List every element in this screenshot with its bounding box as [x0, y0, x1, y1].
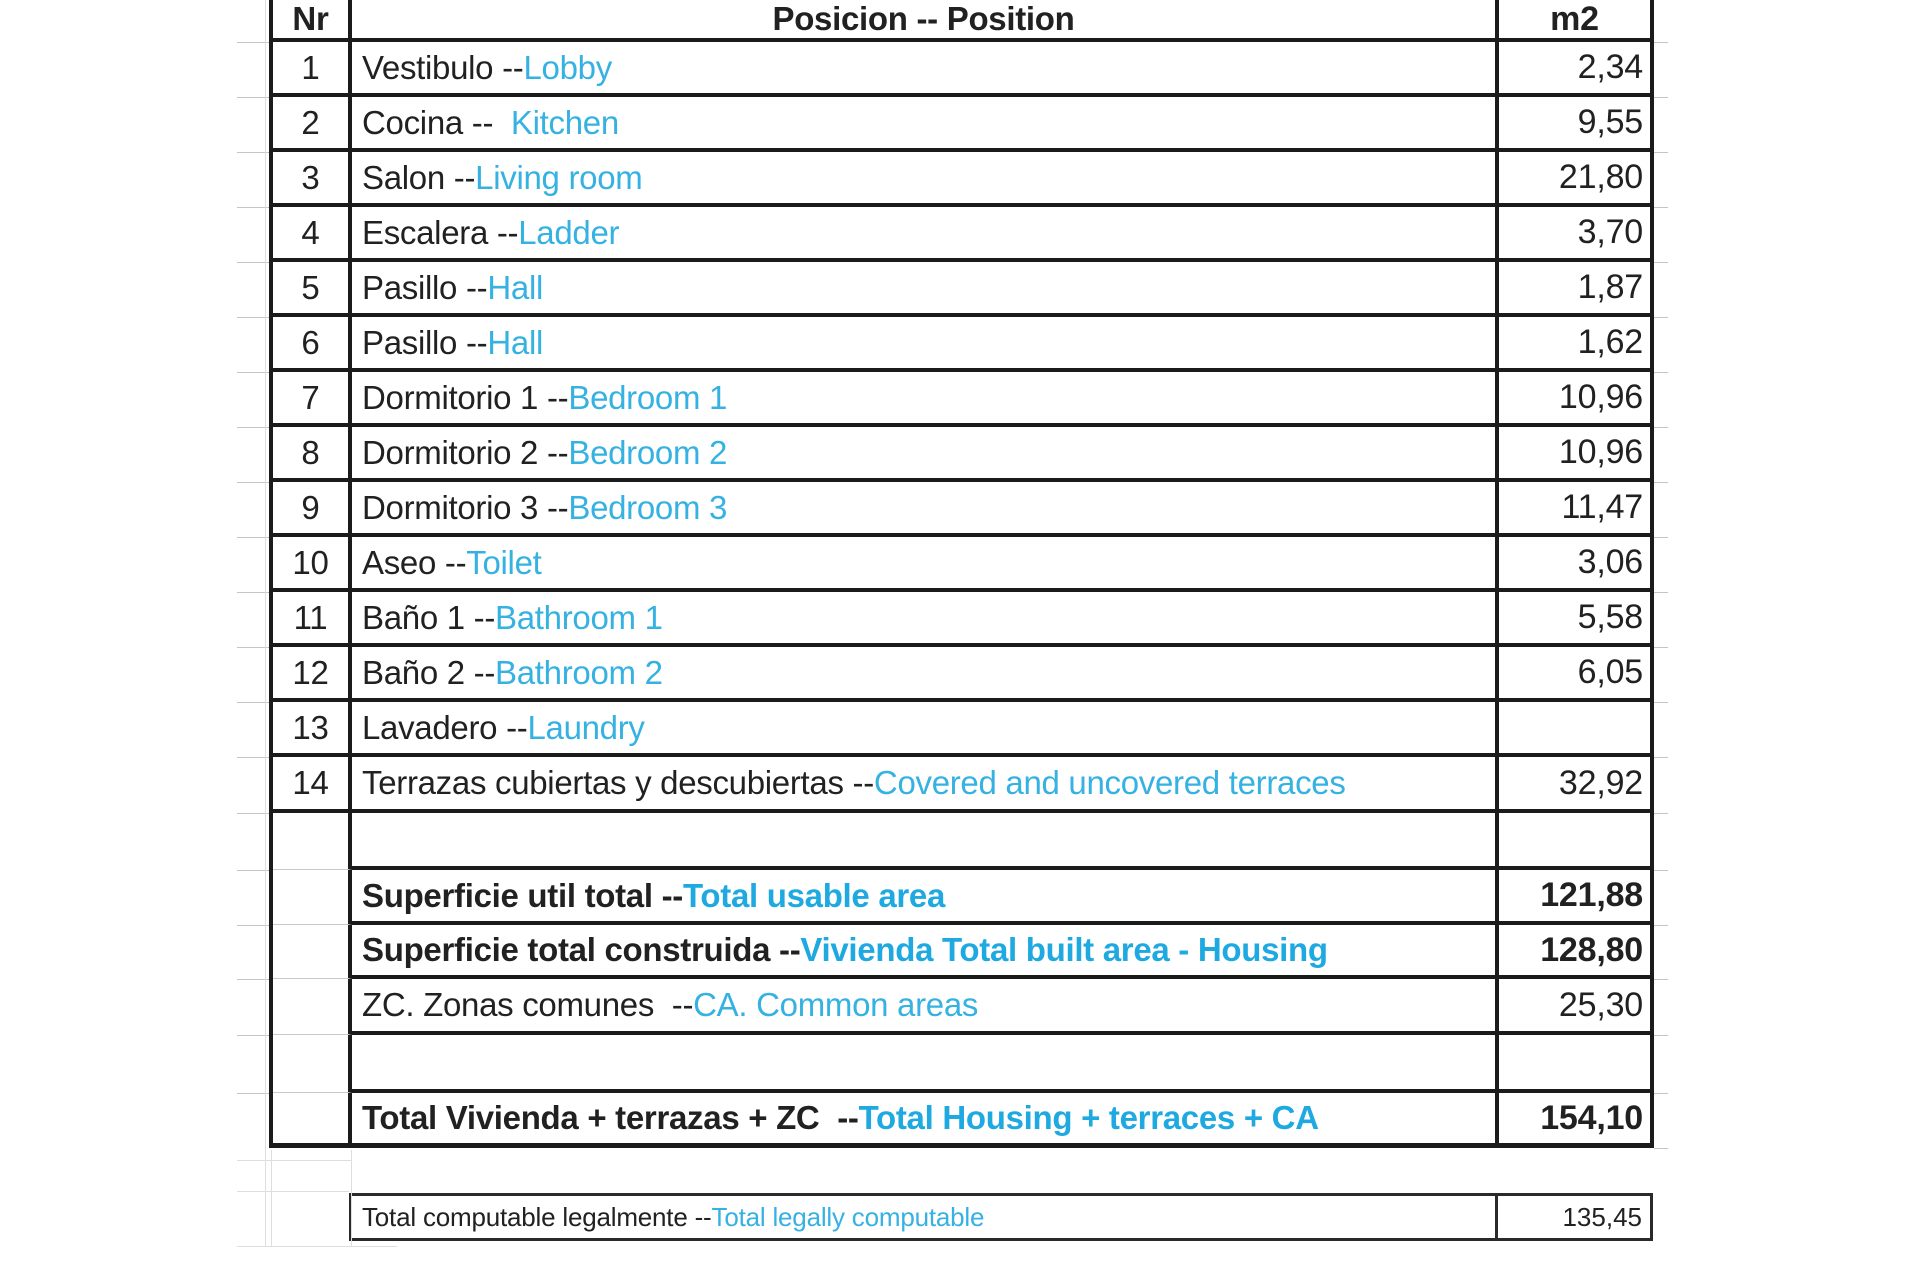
position-cell [352, 592, 1495, 647]
footer-english: Total legally computable [711, 1201, 985, 1232]
gridline [237, 482, 269, 483]
m2-cell: 11,47 [1495, 482, 1650, 537]
total-built-row [273, 925, 1650, 979]
position-spanish: Salon -- [362, 158, 476, 196]
gridline [1654, 317, 1668, 318]
gridline [1654, 592, 1668, 593]
position-english: Bathroom 1 [495, 598, 663, 636]
position-spanish: Dormitorio 1 -- [362, 378, 569, 416]
nr-cell-empty [273, 1093, 352, 1148]
m2-cell: 10,96 [1495, 372, 1650, 427]
table-row [273, 152, 1650, 207]
position-cell [352, 757, 1495, 813]
table-row [273, 592, 1650, 647]
nr-cell: 4 [273, 207, 352, 262]
position-cell [352, 702, 1495, 757]
gridline [237, 1246, 397, 1247]
nr-cell: 1 [273, 42, 352, 97]
position-english: Bedroom 2 [568, 433, 728, 471]
position-english: Ladder [518, 213, 620, 251]
nr-cell: 2 [273, 97, 352, 152]
position-english: Hall [487, 323, 544, 361]
gridline [1654, 1035, 1668, 1036]
m2-cell: 9,55 [1495, 97, 1650, 152]
position-cell [352, 1093, 1495, 1148]
gridline [265, 0, 266, 1247]
position-spanish: Dormitorio 3 -- [362, 488, 569, 526]
gridline [237, 317, 269, 318]
position-english: Bedroom 1 [568, 378, 728, 416]
gridline [237, 262, 269, 263]
gridline [237, 1160, 352, 1161]
position-cell [352, 870, 1495, 925]
gridline [237, 979, 269, 980]
gridline [237, 702, 269, 703]
position-cell [352, 372, 1495, 427]
spacer-row [273, 813, 1650, 870]
m2-cell: 25,30 [1495, 979, 1650, 1035]
position-spanish: Vestibulo -- [362, 48, 524, 86]
position-cell [352, 647, 1495, 702]
position-cell [352, 979, 1495, 1035]
table-row [273, 262, 1650, 317]
position-cell [352, 207, 1495, 262]
gridline [1654, 427, 1668, 428]
position-english: Bathroom 2 [495, 653, 663, 691]
m2-cell: 21,80 [1495, 152, 1650, 207]
position-cell [352, 317, 1495, 372]
position-english: Living room [475, 158, 643, 196]
header-m2: m2 [1495, 0, 1650, 42]
table-row [273, 647, 1650, 702]
gridline [237, 757, 269, 758]
position-english: Bedroom 3 [568, 488, 728, 526]
m2-cell: 6,05 [1495, 647, 1650, 702]
gridline [1654, 925, 1668, 926]
nr-cell: 10 [273, 537, 352, 592]
spacer-row [273, 1035, 1650, 1093]
gridline [237, 647, 269, 648]
position-spanish: Dormitorio 2 -- [362, 433, 569, 471]
position-spanish: Pasillo -- [362, 323, 488, 361]
nr-cell: 3 [273, 152, 352, 207]
gridline [1654, 1148, 1668, 1149]
position-spanish: Escalera -- [362, 213, 519, 251]
footer-spanish: Total computable legalmente -- [362, 1201, 712, 1232]
table-row [273, 97, 1650, 152]
gridline [237, 427, 269, 428]
m2-cell: 3,70 [1495, 207, 1650, 262]
m2-cell: 10,96 [1495, 427, 1650, 482]
position-spanish: Cocina -- [362, 103, 511, 141]
gridline [237, 537, 269, 538]
position-cell [352, 262, 1495, 317]
gridline [237, 152, 269, 153]
position-cell [352, 925, 1495, 979]
position-cell [352, 42, 1495, 97]
summary-english: Vivienda Total built area - Housing [800, 931, 1328, 968]
nr-cell: 13 [273, 702, 352, 757]
gridline [237, 813, 269, 814]
position-cell [352, 97, 1495, 152]
gridline [237, 925, 269, 926]
position-cell-empty [352, 813, 1495, 870]
gridline [1654, 537, 1668, 538]
gridline [1654, 1093, 1668, 1094]
nr-cell: 7 [273, 372, 352, 427]
gridline [237, 592, 269, 593]
position-spanish: Lavadero -- [362, 708, 528, 746]
m2-cell [1495, 702, 1650, 757]
nr-cell: 5 [273, 262, 352, 317]
position-english: Kitchen [510, 103, 619, 141]
gridline [237, 97, 269, 98]
gridline [1654, 979, 1668, 980]
header-nr: Nr [273, 0, 352, 42]
m2-cell: 128,80 [1495, 925, 1650, 979]
common-areas-row [273, 979, 1650, 1035]
header-position: Posicion -- Position [352, 0, 1495, 42]
gridline [1654, 482, 1668, 483]
m2-cell: 1,87 [1495, 262, 1650, 317]
gridline [1654, 813, 1668, 814]
summary-english: CA. Common areas [693, 986, 979, 1023]
gridline [1654, 647, 1668, 648]
gridline [1654, 42, 1668, 43]
gridline [1654, 207, 1668, 208]
table-row [273, 207, 1650, 262]
position-cell [352, 427, 1495, 482]
m2-cell: 1,62 [1495, 317, 1650, 372]
area-table [269, 0, 1654, 1148]
summary-spanish: Superficie total construida -- [362, 931, 801, 968]
summary-english: Total usable area [682, 876, 946, 914]
gridline [1654, 97, 1668, 98]
m2-cell: 154,10 [1495, 1093, 1650, 1148]
gridline [237, 42, 269, 43]
nr-cell: 11 [273, 592, 352, 647]
nr-cell: 12 [273, 647, 352, 702]
position-english: Laundry [527, 708, 645, 746]
position-spanish: Baño 1 -- [362, 598, 496, 636]
position-english: Covered and uncovered terraces [873, 764, 1346, 801]
position-cell [352, 482, 1495, 537]
position-english: Hall [487, 268, 544, 306]
gridline [1654, 262, 1668, 263]
m2-cell: 5,58 [1495, 592, 1650, 647]
position-english: Toilet [466, 543, 542, 581]
nr-cell: 9 [273, 482, 352, 537]
position-spanish: Pasillo -- [362, 268, 488, 306]
m2-cell-empty [1495, 1035, 1650, 1093]
m2-cell-empty [1495, 813, 1650, 870]
m2-cell: 135,45 [1495, 1196, 1650, 1238]
nr-cell-empty [273, 870, 352, 925]
m2-cell: 121,88 [1495, 870, 1650, 925]
gridline [237, 207, 269, 208]
nr-cell: 8 [273, 427, 352, 482]
grand-total-row [273, 1093, 1650, 1148]
gridline [1654, 870, 1668, 871]
table-row [273, 372, 1650, 427]
table-row [273, 757, 1650, 813]
position-english: Lobby [523, 48, 612, 86]
total-usable-row [273, 870, 1650, 925]
m2-cell: 32,92 [1495, 757, 1650, 813]
gridline [1654, 702, 1668, 703]
position-spanish: Baño 2 -- [362, 653, 496, 691]
summary-spanish: ZC. Zonas comunes -- [362, 986, 694, 1023]
table-row [273, 317, 1650, 372]
gridline [1654, 152, 1668, 153]
gridline [271, 1150, 272, 1247]
table-row [273, 702, 1650, 757]
table-row [273, 537, 1650, 592]
position-spanish: Terrazas cubiertas y descubiertas -- [362, 764, 874, 801]
nr-cell-empty [273, 925, 352, 979]
summary-english: Total Housing + terraces + CA [858, 1099, 1319, 1136]
summary-spanish: Total Vivienda + terrazas + ZC -- [362, 1099, 859, 1136]
nr-cell-empty [273, 1035, 352, 1093]
position-spanish: Aseo -- [362, 543, 467, 581]
position-cell [352, 152, 1495, 207]
table-header-row [273, 0, 1650, 42]
position-cell [352, 1196, 1495, 1238]
table-row [273, 427, 1650, 482]
gridline [1654, 372, 1668, 373]
position-cell-empty [352, 1035, 1495, 1093]
gridline [237, 1093, 269, 1094]
nr-cell-empty [273, 979, 352, 1035]
table-row [273, 482, 1650, 537]
gridline [237, 1191, 349, 1192]
gridline [237, 372, 269, 373]
gridline [237, 870, 269, 871]
position-cell [352, 537, 1495, 592]
summary-spanish: Superficie util total -- [362, 876, 683, 914]
nr-cell-empty [273, 813, 352, 870]
gridline [1654, 757, 1668, 758]
table-row [273, 42, 1650, 97]
gridline [237, 1035, 269, 1036]
legally-computable-row [349, 1193, 1653, 1241]
m2-cell: 3,06 [1495, 537, 1650, 592]
m2-cell: 2,34 [1495, 42, 1650, 97]
nr-cell: 14 [273, 757, 352, 813]
nr-cell: 6 [273, 317, 352, 372]
